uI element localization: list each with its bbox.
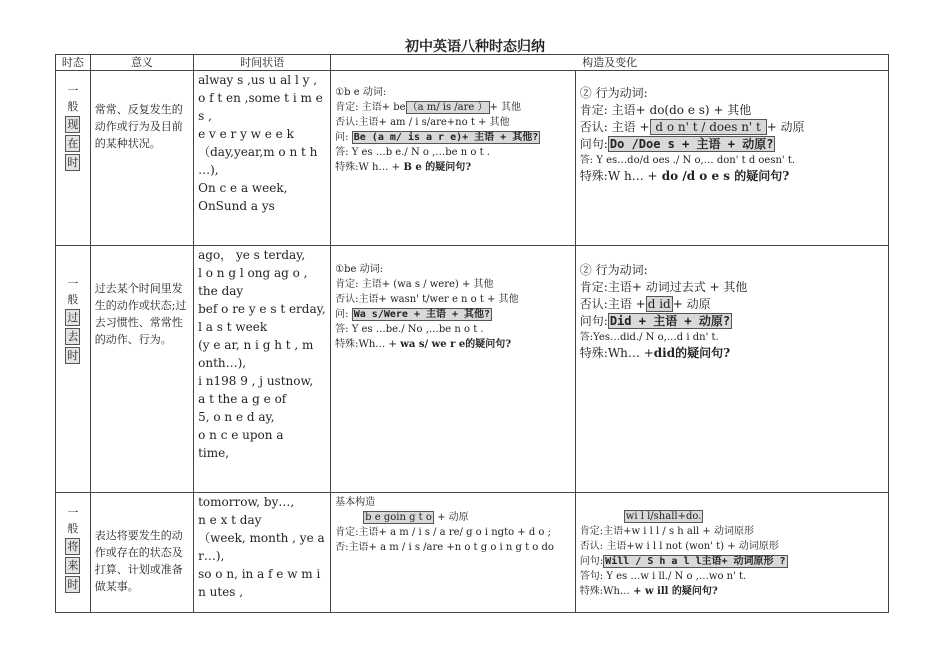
text: 特殊:Wh… + [579,346,654,360]
text: wa s/ we r e的疑问句? [396,339,512,350]
verb-question [580,554,884,569]
text: B e 的疑问句? [400,162,472,173]
text: + 动原 [672,297,711,311]
highlight-box: wi l l/shall+do. [625,511,702,522]
tense-char-boxed: 去 [67,330,79,343]
adverbial-cell [194,246,331,493]
adverbial-line: alway s ,us u al l y , [198,73,318,87]
be-heading: 基本构造 [335,497,376,508]
be-heading: ①b e 动词: [335,87,387,98]
be-verb-cell [331,246,576,493]
page-title: 初中英语八种时态归纳 [405,39,545,55]
verb-special [580,168,884,185]
adverbial-cell [194,71,331,246]
meaning-cell: 表达将要发生的动作或存在的状态及打算、计划或准备做某事。 [90,493,193,613]
text: + w ill 的疑问句? [633,586,718,597]
adverbial-line: e v e r y w e e k [198,127,294,141]
text: do /d o e s 的疑问句? [657,169,790,183]
text: 问句: [579,137,608,151]
be-affirm: 肯定: 主语+ (wa s / were) + 其他 [335,279,494,290]
tense-table [55,54,889,613]
adverbial-line: OnSund a ys [198,199,275,213]
text: 肯定: 主语+ be [335,102,406,113]
text: 特殊:W h… + [335,162,400,173]
highlight-box: Be (a m/ is a r e)+ 主语 + 其他? [353,132,539,143]
action-verb-cell [575,493,888,613]
be-special [335,160,571,175]
highlight-box: Wa s/Were + 主语 + 其他? [353,309,491,320]
highlight-box: Will / S h a l l主语+ 动词原形 ? [605,556,786,567]
be-question [335,130,571,145]
meaning-cell: 过去某个时间里发生的动作或状态;过去习惯性、常常性的动作、行为。 [90,246,193,493]
adverbial-line: time, [198,446,230,460]
adverbial-line: a t the a g e of [198,392,287,406]
verb-answer: 答:Yes…did./ N o,…d i dn' t. [579,332,719,343]
be-special [335,337,571,352]
text: 问句: [579,314,608,328]
text: 特殊:W h… + [579,169,658,183]
verb-question [580,313,884,330]
tense-char-boxed: 现 [67,118,79,131]
verb-negative: 否认: 主语+w i l l not (won' t) + 动词原形 [579,541,779,552]
tense-char-boxed: 时 [67,349,79,362]
text: 问: [335,132,352,143]
verb-special [580,584,884,599]
tense-char-boxed: 过 [67,311,79,324]
be-answer: 答: Y es …be./ No ,…be n o t . [335,324,484,335]
adverbial-line: （week, month , ye a r…), [198,531,325,563]
be-negative: 否认:主语+ wasn' t/wer e n o t + 其他 [335,294,519,305]
meaning-cell: 常常、反复发生的动作或行为及目前的某种状况。 [90,71,193,246]
tense-char-boxed: 时 [67,578,79,591]
adverbial-line: o n c e upon a [198,428,284,442]
tense-char: 一 [67,84,79,97]
table-row [56,493,889,613]
text: + 动原 [433,512,469,523]
header-adverbial: 时间状语 [194,55,331,71]
action-verb-cell [575,71,888,246]
tense-char-boxed: 在 [67,137,79,150]
tense-char: 般 [67,293,79,306]
tense-char: 一 [67,506,79,519]
verb-heading: ② 行为动词: [579,86,648,100]
verb-negative [580,296,884,313]
be-negative: 否认:主语+ am / i s/are+no t + 其他 [335,117,510,128]
adverbial-line: bef o re y e s t erday, [198,302,326,316]
adverbial-line: （day,year,m o n t h …), [198,145,318,177]
verb-affirm: 肯定: 主语+ do(do e s) + 其他 [579,103,752,117]
text: 否认:主语 + [579,297,646,311]
adverbial-line: 5, o n e d ay, [198,410,275,424]
tense-name [56,71,91,246]
adverbial-line: tomorrow, by…, [198,495,295,509]
tense-char: 般 [67,100,79,113]
tense-char-boxed: 将 [67,540,79,553]
adverbial-line: l a s t week [198,320,268,334]
adverbial-line: (y e ar, n i g h t , m onth…), [198,338,314,370]
adverbial-line: i n198 9 , j ustnow, [198,374,314,388]
adverbial-line: so o n, in a f e w m i n utes , [198,567,321,599]
adverbial-line: o f t en ,some t i m e s , [198,91,323,123]
text: 否认: 主语 + [579,120,650,134]
highlight-box: （a m/ is /are ） [407,102,488,113]
be-verb-cell [331,71,576,246]
highlight-box: d o n' t / does n' t [651,120,765,134]
verb-affirm: 肯定:主语+w i l l / s h all + 动词原形 [579,526,754,537]
text: + 动原 [766,120,805,134]
tense-char: 一 [67,277,79,290]
text: did的疑问句? [653,346,731,360]
header-structure: 构造及变化 [331,55,889,71]
verb-negative [580,119,884,136]
text: + 其他 [489,102,522,113]
adverbial-line: l o n g l ong ag o , [198,266,308,280]
be-question [335,307,571,322]
verb-affirm: 肯定:主语+ 动词过去式 + 其他 [579,280,748,294]
text: 特殊:Wh… [579,586,634,597]
header-row [56,55,889,71]
highlight-box: b e goin g t o [365,512,432,523]
header-tense: 时态 [56,55,91,71]
table-row [56,246,889,493]
be-affirm [335,100,571,115]
verb-answer: 答: Y es…do/d oes ./ N o,… don' t d oesn' t. [579,155,796,166]
verb-answer: 答句: Y es …w i ll./ N o ,…wo n' t. [579,571,747,582]
be-heading: ①be 动词: [335,264,384,275]
tense-char: 般 [67,522,79,535]
adverbial-line: the day [198,284,244,298]
be-answer: 答: Y es …b e./ N o ,…be n o t . [335,147,490,158]
tense-char-boxed: 来 [67,559,79,572]
table-row [56,71,889,246]
be-negative: 否:主语+ a m / i s /are +n o t g o i n g t o do [335,542,554,553]
highlight-box: Did + 主语 + 动原? [609,314,731,328]
be-structure [335,510,571,525]
adverbial-line: On c e a week, [198,181,288,195]
verb-special [580,345,884,362]
tense-name [56,493,91,613]
tense-char-boxed: 时 [67,156,79,169]
verb-question [580,136,884,153]
highlight-box: d id [647,297,671,311]
highlight-box: Do /Doe s + 主语 + 动原? [609,137,774,151]
verb-heading: ② 行为动词: [579,263,648,277]
text: 问句: [579,556,604,567]
header-meaning: 意义 [90,55,193,71]
text: 问: [335,309,352,320]
verb-heading [580,509,884,524]
be-affirm: 肯定:主语+ a m / i s / a re/ g o i ngto + d o ; [335,527,551,538]
adverbial-cell [194,493,331,613]
action-verb-cell [575,246,888,493]
adverbial-line: ago， ye s terday, [198,248,306,262]
be-verb-cell [331,493,576,613]
text: 特殊:Wh… + [335,339,397,350]
adverbial-line: n e x t day [198,513,262,527]
tense-name [56,246,91,493]
